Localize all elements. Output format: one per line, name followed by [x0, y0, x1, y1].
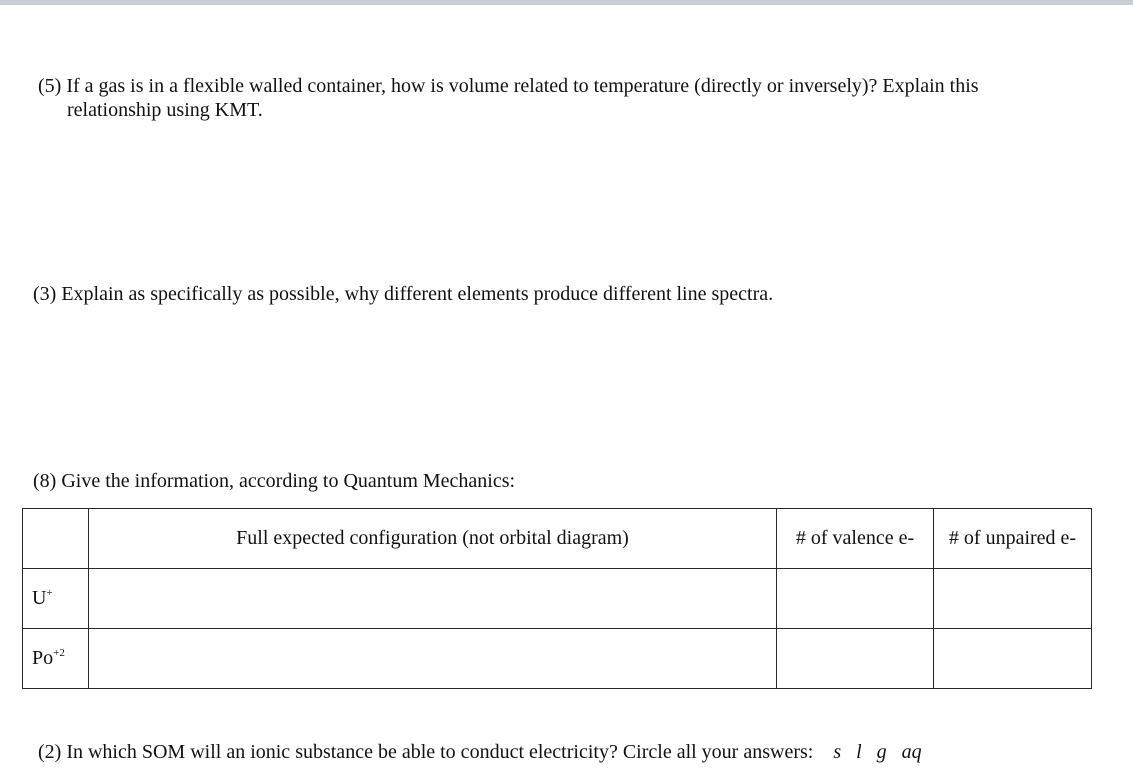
question-2 — [38, 740, 922, 764]
species-cell — [23, 569, 89, 629]
valence-answer-cell[interactable] — [777, 629, 934, 689]
species-cell — [23, 629, 89, 689]
valence-answer-cell[interactable] — [777, 569, 934, 629]
species-charge: + — [46, 587, 53, 599]
quantum-table — [22, 508, 1092, 689]
header-valence: # of valence e- — [777, 509, 934, 569]
configuration-answer-cell[interactable] — [89, 629, 777, 689]
table-header-row — [23, 509, 1092, 569]
species-symbol: U — [32, 587, 47, 609]
question-8: (8) Give the information, according to Quantum Mechanics: — [33, 470, 516, 492]
question-2-text: (2) In which SOM will an ionic substance be able to conduct electricity? Circle all your answers: — [38, 741, 814, 763]
table-row — [23, 629, 1092, 689]
question-5-line-2: relationship using KMT. — [67, 99, 263, 121]
answer-choices[interactable]: s l g aq — [833, 741, 922, 763]
question-5 — [38, 74, 1088, 122]
unpaired-answer-cell[interactable] — [934, 569, 1092, 629]
unpaired-answer-cell[interactable] — [934, 629, 1092, 689]
question-5-line-1: (5) If a gas is in a flexible walled container, how is volume related to temperature (directly or inversely)? Explain this — [38, 75, 979, 97]
header-unpaired: # of unpaired e- — [934, 509, 1092, 569]
header-configuration: Full expected configuration (not orbital diagram) — [89, 509, 777, 569]
table-row — [23, 569, 1092, 629]
header-cell-empty — [23, 509, 89, 569]
configuration-answer-cell[interactable] — [89, 569, 777, 629]
species-symbol: Po — [32, 647, 54, 669]
top-rule — [0, 0, 1133, 5]
species-charge: +2 — [53, 647, 65, 659]
question-3: (3) Explain as specifically as possible, why different elements produce different line spectra. — [33, 283, 774, 305]
